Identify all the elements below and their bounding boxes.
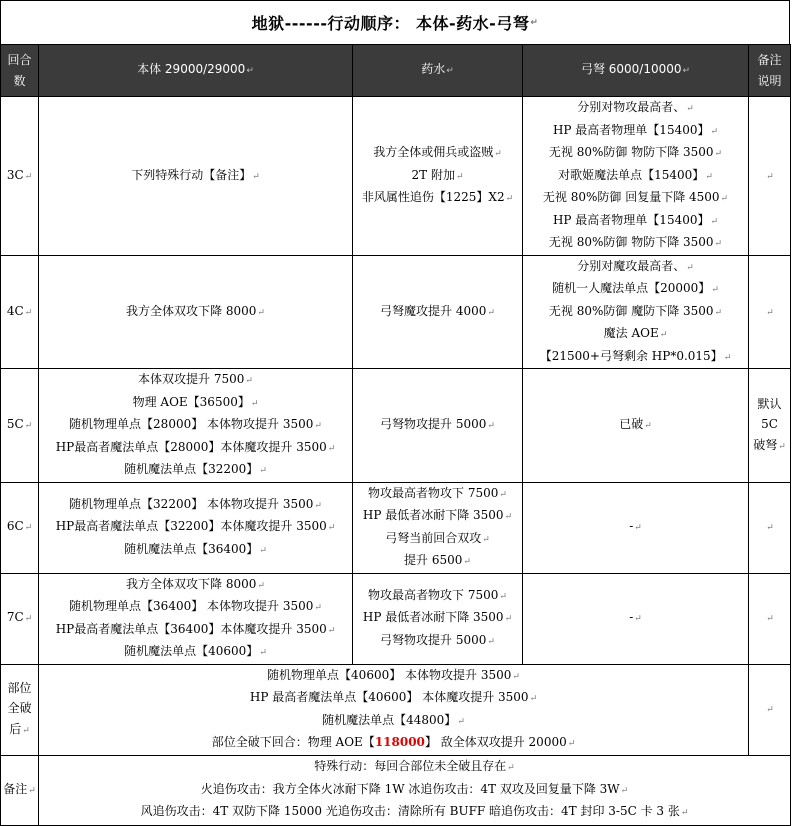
table-row — [1, 573, 791, 664]
table-row — [1, 255, 791, 369]
header-round: 回合 数 — [1, 45, 39, 97]
boss-cell-line: 随机魔法单点【32200】↵ — [124, 462, 267, 476]
round-cell-line: 全破 — [7, 701, 32, 716]
potion-cell — [353, 573, 523, 664]
boss-cell-line: 随机物理单点【32200】 本体物攻提升 3500↵ — [69, 496, 322, 511]
boss-cell-line: 我方全体双攻下降 8000↵ — [126, 576, 265, 591]
potion-cell — [353, 482, 523, 573]
note-cell-line: 默认 — [757, 396, 782, 411]
potion-cell-line: 弓弩当前回合双攻↵ — [385, 530, 490, 545]
round-cell-line: 后↵ — [9, 721, 30, 736]
full-break-cell-line: HP 最高者魔法单点【40600】 本体魔攻提升 3500↵ — [249, 690, 538, 704]
highlight-value: 118000 — [374, 735, 425, 749]
boss-cell — [39, 97, 353, 256]
boss-cell-line: 物理 AOE【36500】↵ — [132, 394, 259, 409]
boss-cell — [39, 255, 353, 369]
round-cell-line: 3C↵ — [6, 167, 33, 182]
round-cell — [1, 482, 39, 573]
potion-cell — [353, 255, 523, 369]
round-cell — [1, 369, 39, 483]
boss-cell-line: HP最高者魔法单点【36400】本体魔攻提升 3500↵ — [55, 621, 336, 636]
crossbow-cell-line: 无视 80%防御 物防下降 3500↵ — [548, 145, 723, 159]
note-cell — [749, 664, 791, 755]
round-cell-line: 4C↵ — [6, 303, 33, 318]
header-row — [1, 45, 791, 97]
remark-cell-line: 风追伤攻击：4T 双防下降 15000 光追伤攻击：清除所有 BUFF 暗追伤攻击：4T 封印 3-5C 卡 3 张↵ — [140, 804, 689, 819]
potion-cell-line: 物攻最高者物攻下 7500↵ — [368, 485, 507, 500]
note-cell-line: ↵ — [766, 614, 774, 625]
potion-cell-line: HP 最低者冰耐下降 3500↵ — [362, 508, 513, 522]
crossbow-cell-line: 无视 80%防御 回复量下降 4500↵ — [542, 190, 729, 204]
header-potion: 药水↵ — [353, 45, 523, 97]
crossbow-cell-line: 魔法 AOE↵ — [603, 326, 668, 340]
note-cell — [749, 573, 791, 664]
action-order-table — [0, 44, 791, 826]
table-row-remarks — [1, 755, 791, 825]
round-cell — [1, 255, 39, 369]
crossbow-cell-line: HP 最高者物理单【15400】↵ — [552, 212, 719, 227]
boss-cell — [39, 482, 353, 573]
potion-cell-line: 弓弩物攻提升 5000↵ — [380, 417, 495, 431]
note-cell-line: ↵ — [766, 523, 774, 534]
crossbow-cell-line: -↵ — [629, 610, 642, 625]
crossbow-cell-line: HP 最高者物理单【15400】↵ — [552, 122, 719, 137]
potion-cell-line: 2T 附加↵ — [411, 167, 464, 182]
potion-cell — [353, 97, 523, 256]
crossbow-cell-line: 随机一人魔法单点【20000】↵ — [552, 281, 719, 295]
round-cell — [1, 573, 39, 664]
crossbow-cell — [523, 255, 749, 369]
round-cell-line: 部位 — [7, 680, 32, 695]
potion-cell — [353, 369, 523, 483]
note-cell — [749, 255, 791, 369]
note-cell-line: 5C — [761, 417, 778, 431]
round-cell — [1, 97, 39, 256]
header-note: 备注 说明 — [749, 45, 791, 97]
round-cell-line: 6C↵ — [6, 519, 33, 534]
crossbow-cell — [523, 369, 749, 483]
note-cell-line: ↵ — [766, 171, 774, 182]
boss-cell — [39, 369, 353, 483]
remark-cell-line: 火追伤攻击：我方全体火冰耐下降 1W 冰追伤攻击：4T 双攻及回复量下降 3W↵ — [200, 781, 629, 796]
note-cell — [749, 97, 791, 256]
round-cell-line: 5C↵ — [6, 417, 33, 431]
title-text: 地狱------行动顺序： 本体-药水-弓弩 — [251, 14, 530, 33]
round-cell-line: 7C↵ — [6, 610, 33, 625]
paragraph-mark: ↵ — [530, 17, 539, 28]
crossbow-cell-line: 无视 80%防御 魔防下降 3500↵ — [548, 303, 723, 318]
table-row — [1, 97, 791, 256]
potion-cell-line: HP 最低者冰耐下降 3500↵ — [362, 610, 513, 625]
remark-label-cell-line: 备注↵ — [3, 781, 36, 796]
boss-cell-line: 下列特殊行动【备注】↵ — [131, 167, 260, 182]
full-break-cell — [39, 664, 749, 755]
full-break-cell-line: 随机魔法单点【44800】↵ — [322, 712, 465, 727]
boss-cell-line: 随机物理单点【28000】 本体物攻提升 3500↵ — [69, 417, 322, 431]
header-boss: 本体 29000/29000↵ — [39, 45, 353, 97]
potion-cell-line: 我方全体或佣兵或盗贼↵ — [373, 145, 502, 159]
crossbow-cell-line: 无视 80%防御 物防下降 3500↵ — [548, 235, 723, 249]
note-cell-line: 破弩↵ — [753, 437, 786, 452]
boss-cell-line: 本体双攻提升 7500↵ — [138, 372, 253, 386]
boss-cell-line: 随机魔法单点【36400】↵ — [124, 541, 267, 556]
potion-cell-line: 弓弩物攻提升 5000↵ — [380, 632, 495, 647]
boss-cell — [39, 573, 353, 664]
crossbow-cell-line: -↵ — [629, 519, 642, 534]
table-row — [1, 482, 791, 573]
potion-cell-line: 弓弩魔攻提升 4000↵ — [380, 303, 495, 318]
round-cell — [1, 664, 39, 755]
boss-cell-line: 随机魔法单点【40600】↵ — [124, 644, 267, 658]
crossbow-cell — [523, 97, 749, 256]
note-cell — [749, 369, 791, 483]
table-row-full-break — [1, 664, 791, 755]
crossbow-cell-line: 分别对魔攻最高者、↵ — [577, 258, 694, 273]
crossbow-cell-line: 对歌姬魔法单点【15400】↵ — [558, 167, 713, 182]
boss-cell-line: HP最高者魔法单点【32200】本体魔攻提升 3500↵ — [55, 519, 336, 534]
crossbow-cell — [523, 573, 749, 664]
full-break-cell-line: 随机物理单点【40600】 本体物攻提升 3500↵ — [267, 667, 520, 682]
crossbow-cell-line: 【21500+弓弩剩余 HP*0.015】↵ — [539, 348, 732, 363]
boss-cell-line: HP最高者魔法单点【28000】本体魔攻提升 3500↵ — [55, 439, 336, 454]
crossbow-cell-line: 已破↵ — [619, 417, 652, 431]
document-title — [0, 0, 790, 44]
boss-cell-line: 随机物理单点【36400】 本体物攻提升 3500↵ — [69, 599, 322, 613]
note-cell-line: ↵ — [766, 307, 774, 318]
potion-cell-line: 物攻最高者物攻下 7500↵ — [368, 587, 507, 602]
note-cell — [749, 482, 791, 573]
boss-cell-line: 我方全体双攻下降 8000↵ — [126, 303, 265, 318]
potion-cell-line: 提升 6500↵ — [404, 553, 471, 567]
remark-label-cell — [1, 755, 39, 825]
table-row — [1, 369, 791, 483]
crossbow-cell — [523, 482, 749, 573]
full-break-final-line: 部位全破下回合：物理 AOE【118000】 敌全体双攻提升 20000↵ — [211, 735, 576, 749]
crossbow-cell-line: 分别对物攻最高者、↵ — [577, 100, 694, 114]
remark-cell-line: 特殊行动：每回合部位未全破且存在↵ — [314, 759, 515, 774]
note-cell-line: ↵ — [766, 705, 774, 716]
potion-cell-line: 非风属性追伤【1225】X2↵ — [361, 190, 514, 204]
header-crossbow: 弓弩 6000/10000↵ — [523, 45, 749, 97]
remark-cell — [39, 755, 791, 825]
